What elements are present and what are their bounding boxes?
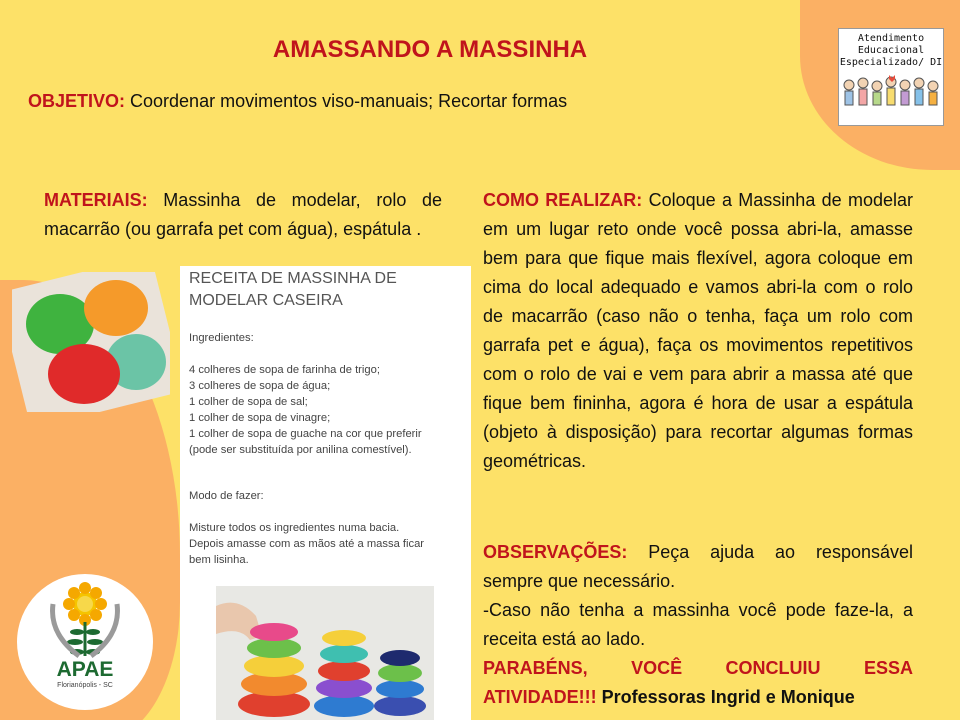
badge-text (839, 33, 943, 69)
signature-text: Professoras Ingrid e Monique (596, 687, 855, 707)
materials-section (44, 186, 442, 244)
ingredients-list (189, 362, 422, 458)
ingredient-item: 4 colheres de sopa de farinha de trigo; (189, 364, 380, 376)
ingredient-item: (pode ser substituída por anilina comestível). (189, 444, 412, 456)
congrats-text: PARABÉNS, VOCÊ CONCLUIU ESSA ATIVIDADE!!! (483, 658, 913, 707)
objective-text: Coordenar movimentos viso-manuais; Recortar formas (125, 91, 568, 111)
badge-line: Especializado/ DI (839, 57, 943, 68)
method-step: Misture todos os ingredientes numa bacia. (189, 522, 400, 534)
method-step: bem lisinha. (189, 554, 249, 566)
method-heading: Modo de fazer: (189, 490, 264, 502)
ingredient-item: 1 colher de sopa de sal; (189, 396, 308, 408)
badge-line: Atendimento (857, 33, 925, 44)
playdough-balls-image (12, 272, 170, 412)
ingredient-item: 3 colheres de sopa de água; (189, 380, 331, 392)
logo-name: APAE (56, 658, 114, 681)
children-illustration-icon (839, 73, 943, 123)
apae-logo (17, 574, 153, 710)
ingredients-heading: Ingredientes: (189, 332, 254, 344)
materials-text: Massinha de modelar, rolo de macarrão (ou garrafa pet com água), espátula . (44, 190, 442, 239)
observations-section (483, 538, 913, 712)
observations-text: Peça ajuda ao responsável sempre que necessário. (483, 542, 913, 591)
method-list (189, 520, 424, 568)
congrats-paragraph (483, 654, 913, 712)
how-to-label: COMO REALIZAR: (483, 190, 643, 210)
how-to-section (483, 186, 913, 476)
observations-paragraph (483, 538, 913, 596)
observations-label: OBSERVAÇÕES: (483, 542, 628, 562)
ingredient-item: 1 colher de sopa de guache na cor que preferir (189, 428, 422, 440)
stacked-playdough-photo (216, 586, 434, 720)
ingredient-item: 1 colher de sopa de vinagre; (189, 412, 331, 424)
badge-line: Educacional (857, 45, 925, 56)
objective-line (28, 91, 567, 112)
how-to-text: Coloque a Massinha de modelar em um lugar reto onde você possa abri-la, amasse bem para que fique mais flexível, agora coloque em cima do local adequado e vamos abri-la com o rolo de macarrão (caso não o tenha, faça um rolo com garrafa pet e água), faça os movimentos repetitivos com o rolo de vai e vem para abrir a massa até que fique bem fininha, agora é hora de usar a espátula (objeto à disposição) para recortar algumas formas geométricas. (483, 190, 914, 471)
flower-hands-icon (17, 574, 153, 664)
page-title: AMASSANDO A MASSINHA (272, 36, 588, 63)
objective-label: OBJETIVO: (28, 91, 126, 111)
aee-badge (838, 28, 944, 126)
materials-label: MATERIAIS: (44, 190, 148, 210)
observations-note: -Caso não tenha a massinha você pode faze-la, a receita está ao lado. (483, 600, 913, 649)
recipe-title: RECEITA DE MASSINHA DE MODELAR CASEIRA (189, 270, 397, 309)
logo-city: Florianópolis - SC (57, 682, 113, 689)
method-step: Depois amasse com as mãos até a massa ficar (189, 538, 425, 550)
